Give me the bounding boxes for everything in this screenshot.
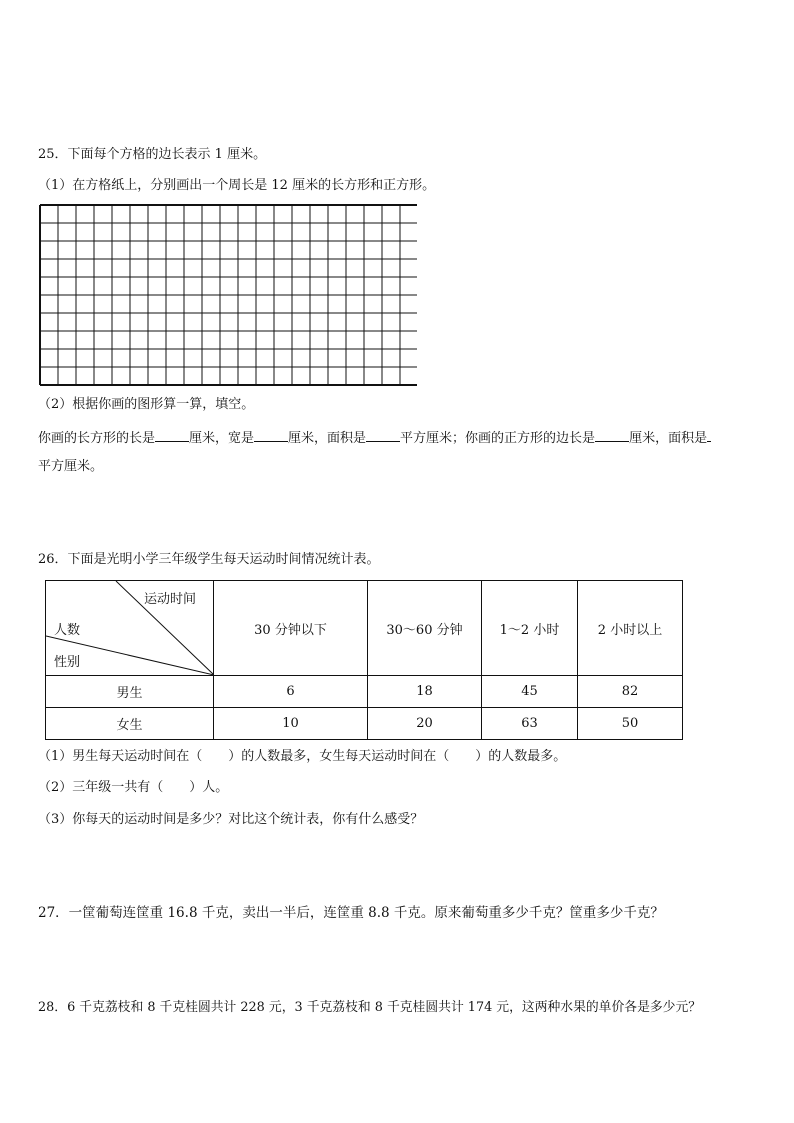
table-cell: 6 (214, 676, 368, 708)
q25-title: 25．下面每个方格的边长表示 1 厘米。 (38, 147, 267, 162)
fill-text-3: 厘米，面积是 (288, 431, 367, 446)
q26-title: 26．下面是光明小学三年级学生每天运动时间情况统计表。 (38, 552, 380, 567)
table-cell: 10 (214, 708, 368, 740)
q27-text: 27．一筐葡萄连筐重 16.8 千克，卖出一半后，连筐重 8.8 千克。原来葡萄重多少千克？筐重多少千克？ (38, 905, 664, 921)
blank-length[interactable] (155, 427, 189, 442)
table-cell: 82 (578, 676, 683, 708)
table-cell: 20 (368, 708, 482, 740)
fill-text-4: 平方厘米；你画的正方形的边长是 (400, 431, 596, 446)
fill-text-1: 你画的长方形的长是 (38, 431, 156, 446)
q28-text: 28．6 千克荔枝和 8 千克桂圆共计 228 元，3 千克荔枝和 8 千克桂圆共计 174 元，这两种水果的单价各是多少元？ (38, 1000, 702, 1015)
fill-text-5: 厘米，面积是 (629, 431, 708, 446)
table-cell: 45 (482, 676, 578, 708)
col-header-over-2h: 2 小时以上 (578, 581, 683, 676)
row-label-boys: 男生 (46, 676, 214, 708)
exercise-time-table (45, 580, 683, 740)
diag-label-count: 人数 (54, 623, 81, 638)
table-cell: 18 (368, 676, 482, 708)
blank-width[interactable] (254, 427, 288, 442)
q25-part2: （2）根据你画的图形算一算，填空。 (38, 397, 255, 412)
col-header-1-2h: 1～2 小时 (482, 581, 578, 676)
table-row (46, 676, 683, 708)
blank-square-area[interactable] (707, 427, 711, 442)
square-grid[interactable] (39, 204, 417, 386)
diag-label-gender: 性别 (54, 655, 81, 670)
q25-part1: （1）在方格纸上，分别画出一个周长是 12 厘米的长方形和正方形。 (38, 178, 436, 193)
q26-sub1: （1）男生每天运动时间在（ ）的人数最多，女生每天运动时间在（ ）的人数最多。 (38, 749, 567, 764)
table-row (46, 708, 683, 740)
q25-fill-line (38, 427, 711, 448)
diagonal-header-cell (46, 581, 214, 676)
col-header-under-30: 30 分钟以下 (214, 581, 368, 676)
fill-text-end: 平方厘米。 (38, 459, 104, 474)
fill-text-2: 厘米，宽是 (189, 431, 255, 446)
q25-fill-end (38, 458, 103, 476)
blank-rect-area[interactable] (366, 427, 400, 442)
blank-square-side[interactable] (595, 427, 629, 442)
table-cell: 50 (578, 708, 683, 740)
col-header-30-60: 30～60 分钟 (368, 581, 482, 676)
table-header-row (46, 581, 683, 676)
q26-sub2: （2）三年级一共有（ ）人。 (38, 780, 229, 795)
q26-sub3: （3）你每天的运动时间是多少？对比这个统计表，你有什么感受？ (38, 812, 424, 827)
row-label-girls: 女生 (46, 708, 214, 740)
diag-label-time: 运动时间 (144, 592, 197, 607)
table-cell: 63 (482, 708, 578, 740)
